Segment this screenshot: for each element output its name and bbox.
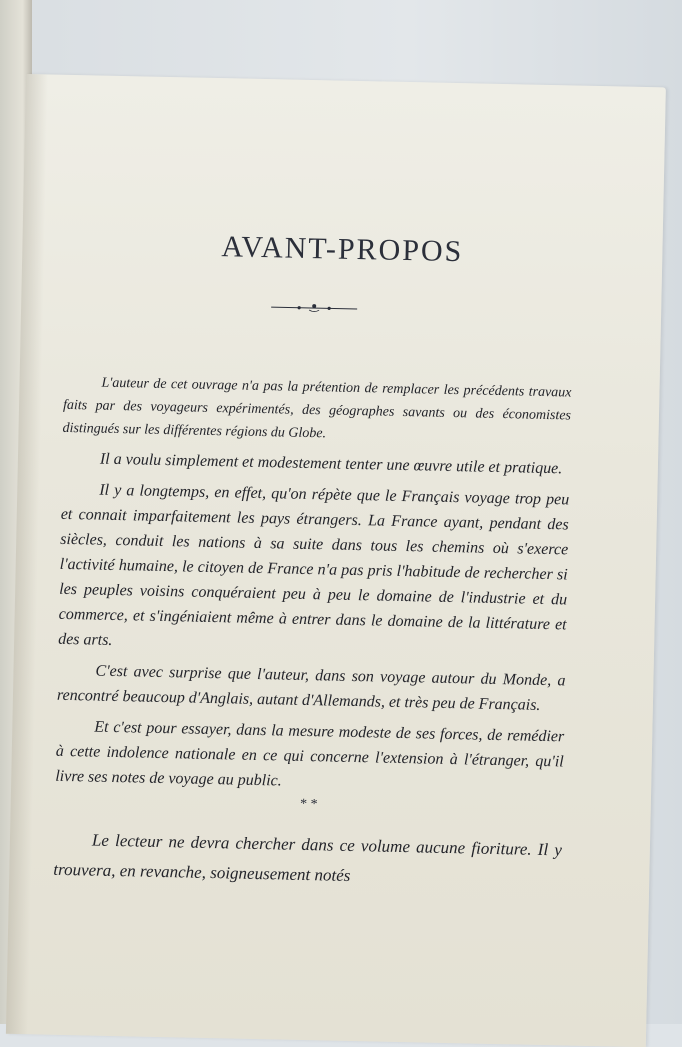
paragraph-2: Il a voulu simplement et modestement tenter une œuvre utile et pratique. bbox=[99, 450, 563, 478]
paragraph-4: C'est avec surprise que l'auteur, dans son voyage autour du Monde, a rencontré beaucoup d'Anglais, autant d'Allemands, et très peu de Français. bbox=[56, 662, 566, 714]
foreword-body bbox=[53, 371, 572, 902]
paragraph-5: Et c'est pour essayer, dans la mesure modeste de ses forces, de remédier à cette indolence nationale en ce qui concerne l'extension à l'étranger, qu'il livre ses notes de voyage au public. bbox=[55, 718, 565, 790]
title-ornament bbox=[269, 301, 359, 315]
page-title: AVANT-PROPOS bbox=[221, 230, 464, 269]
section-separator: * * bbox=[299, 796, 318, 813]
book-page bbox=[6, 74, 666, 1047]
paragraph-1: L'auteur de cet ouvrage n'a pas la prétention de remplacer les précédents travaux faits par des voyageurs expérimentés, des géographes savants ou des économistes distingués sur les différentes régions du Globe. bbox=[62, 375, 572, 442]
paragraph-3: Il y a longtemps, en effet, qu'on répète que le Français voyage trop peu et connait imparfaitement les pays étrangers. La France ayant, pendant des siècles, conduit les nations à sa suite dans tous les chemins où s'exerce l'activité humaine, le citoyen de France n'a pas pris l'habitude de rechercher si les peuples voisins conquéraient peu à peu le domaine de l'industrie et du commerce, et s'ingéniaient même à entrer dans le domaine de la littérature et des arts. bbox=[57, 481, 570, 649]
paragraph-6: Le lecteur ne devra chercher dans ce volume aucune fioriture. Il y trouvera, en revanche, soigneusement notés bbox=[53, 830, 563, 885]
